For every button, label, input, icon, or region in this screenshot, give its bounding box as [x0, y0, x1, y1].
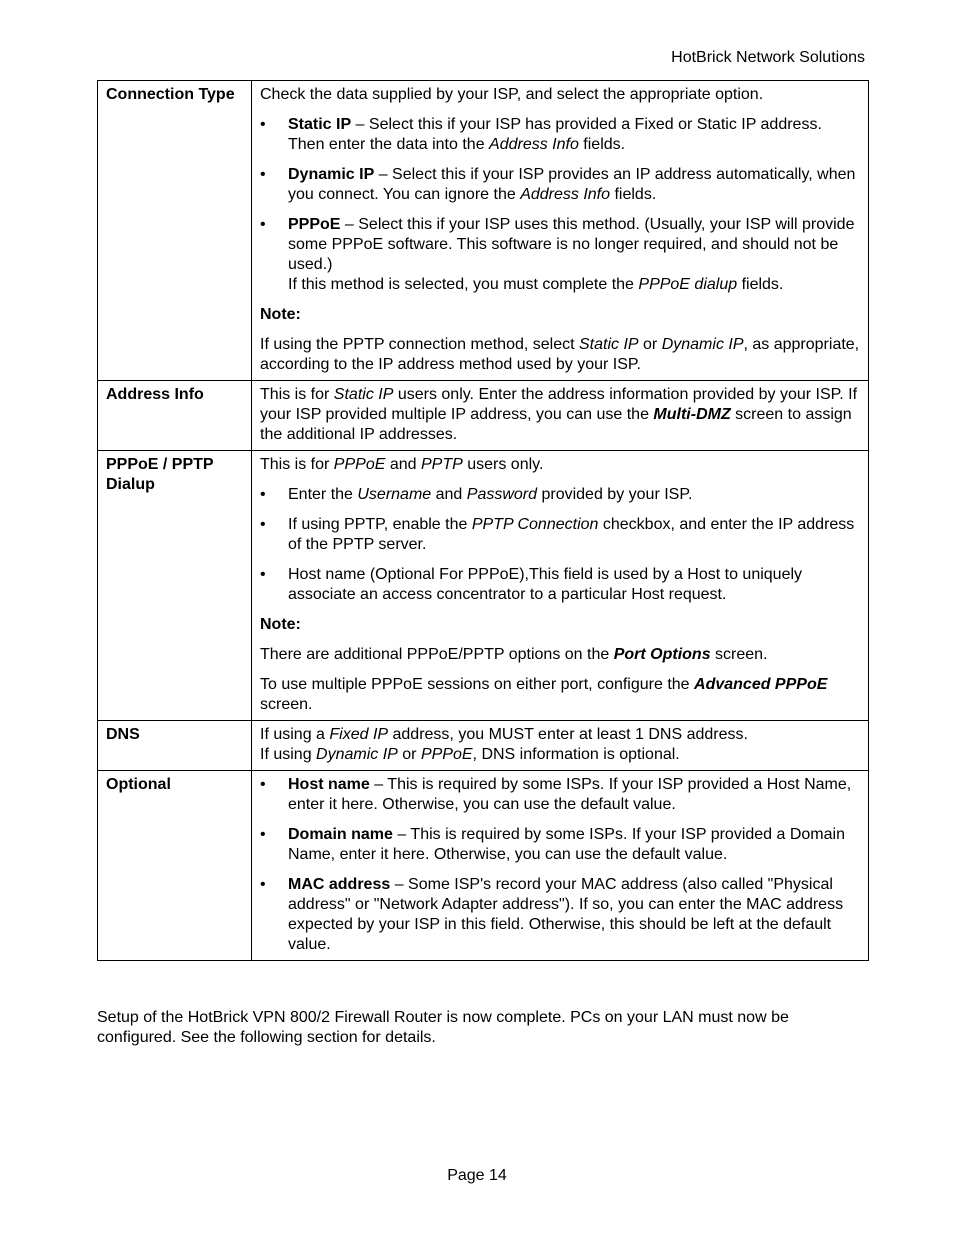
text-run: There are additional PPPoE/PPTP options on the — [260, 646, 614, 663]
page-header: HotBrick Network Solutions — [671, 49, 865, 66]
text-run: PPTP Connection — [471, 516, 599, 533]
field-description — [252, 381, 869, 451]
text-run: , as appropriate, according to the IP address method used by your ISP. — [260, 336, 860, 373]
text-run: users only. Enter the address information provided by your ISP. If your ISP provided multiple IP address, you can use the — [260, 386, 858, 423]
text-run: screen to assign the additional IP addresses. — [260, 406, 852, 443]
table-row — [98, 81, 869, 381]
text-run: fields. — [737, 276, 784, 293]
table-row — [98, 721, 869, 771]
text-run: Note: — [260, 616, 301, 633]
text-run: – This is required by some ISPs. If your ISP provided a Domain Name, enter it here. Otherwise, you can use the default value. — [288, 826, 845, 863]
field-description — [252, 451, 869, 721]
text-run: fields. — [578, 136, 626, 153]
text-run: checkbox, and enter the IP address of the PPTP server. — [288, 516, 855, 553]
text-run: Password — [466, 486, 538, 503]
text-run: – Select this if your ISP has provided a Fixed or Static IP address. Then enter the data into the — [288, 116, 822, 153]
text-run: – Select this if your ISP provides an IP address automatically, when you connect. You can ignore the — [288, 166, 856, 203]
text-run: Dynamic IP — [661, 336, 744, 353]
text-run: To use multiple PPPoE sessions on either port, configure the — [260, 676, 695, 693]
table-row — [98, 381, 869, 451]
bullet-item — [260, 215, 860, 295]
bullet-item — [260, 775, 860, 815]
text-run: MAC address — [288, 876, 391, 893]
bullet-item — [260, 115, 860, 155]
bullet-icon: • — [260, 516, 266, 533]
paragraph — [260, 305, 860, 325]
text-run: PPTP — [420, 456, 463, 473]
text-run: users only. — [462, 456, 544, 473]
text-run: Dynamic IP — [288, 166, 375, 183]
text-run: Address Info — [520, 186, 611, 203]
field-description — [252, 721, 869, 771]
text-run: Note: — [260, 306, 301, 323]
field-description — [252, 771, 869, 961]
text-run: and — [431, 486, 467, 503]
bullet-item — [260, 515, 860, 555]
page-number: Page 14 — [447, 1167, 507, 1184]
bullet-item — [260, 165, 860, 205]
paragraph — [260, 335, 860, 375]
bullet-icon: • — [260, 116, 266, 133]
bullet-icon: • — [260, 486, 266, 503]
text-run: This is for — [260, 386, 334, 403]
text-run: , DNS information is optional. — [472, 746, 680, 763]
field-label: Address Info — [98, 381, 252, 451]
closing-paragraph: Setup of the HotBrick VPN 800/2 Firewall Router is now complete. PCs on your LAN must now be configured. See the following section for details. — [97, 1009, 789, 1046]
text-run: address, you MUST enter at least 1 DNS address. If using — [260, 726, 748, 763]
paragraph — [260, 645, 860, 665]
paragraph — [260, 385, 860, 445]
text-run: If using a — [260, 726, 330, 743]
text-run: – Select this if your ISP uses this method. (Usually, your ISP will provide some PPPoE software. This software is no longer required, and should not be used.) If this method is selected, you must complete the — [288, 216, 855, 293]
bullet-icon: • — [260, 566, 266, 583]
text-run: Fixed IP — [329, 726, 389, 743]
text-run: Username — [357, 486, 432, 503]
settings-table — [97, 80, 869, 961]
text-run: Multi-DMZ — [653, 406, 731, 423]
text-run: Host name — [288, 776, 370, 793]
bullet-item — [260, 875, 860, 955]
bullet-icon: • — [260, 826, 266, 843]
field-label: Connection Type — [98, 81, 252, 381]
bullet-icon: • — [260, 166, 266, 183]
text-run: Check the data supplied by your ISP, and select the appropriate option. — [260, 86, 764, 103]
text-run: provided by your ISP. — [537, 486, 693, 503]
text-run: PPPoE dialup — [638, 276, 738, 293]
text-run: PPPoE — [420, 746, 473, 763]
text-run: Static IP — [579, 336, 639, 353]
text-run: Port Options — [613, 646, 711, 663]
text-run: Address Info — [489, 136, 579, 153]
text-run: or — [397, 746, 421, 763]
field-label: DNS — [98, 721, 252, 771]
text-run: Enter the — [288, 486, 358, 503]
table-row — [98, 771, 869, 961]
text-run: Static IP — [333, 386, 394, 403]
text-run: If using PPTP, enable the — [288, 516, 472, 533]
paragraph — [260, 85, 860, 105]
text-run: PPPoE — [288, 216, 341, 233]
field-description — [252, 81, 869, 381]
field-label: Optional — [98, 771, 252, 961]
text-run: – Some ISP's record your MAC address (also called "Physical address" or "Network Adapter address"). If so, you can enter the MAC address expected by your ISP in this field. Otherwise, this should be left at the default value. — [288, 876, 844, 953]
text-run: Domain name — [288, 826, 393, 843]
text-run: fields. — [610, 186, 657, 203]
paragraph — [260, 615, 860, 635]
bullet-item — [260, 825, 860, 865]
paragraph — [260, 675, 860, 715]
text-run: or — [638, 336, 662, 353]
paragraph — [260, 725, 860, 765]
text-run: – This is required by some ISPs. If your ISP provided a Host Name, enter it here. Otherwise, you can use the default value. — [288, 776, 852, 813]
bullet-item — [260, 485, 860, 505]
paragraph — [260, 455, 860, 475]
field-label: PPPoE / PPTP Dialup — [98, 451, 252, 721]
text-run: screen. — [710, 646, 768, 663]
table-row — [98, 451, 869, 721]
bullet-icon: • — [260, 876, 266, 893]
bullet-icon: • — [260, 216, 266, 233]
bullet-item — [260, 565, 860, 605]
text-run: Static IP — [288, 116, 352, 133]
text-run: and — [385, 456, 421, 473]
text-run: Host name (Optional For PPPoE),This field is used by a Host to uniquely associate an access concentrator to a particular Host request. — [288, 566, 803, 603]
text-run: Dynamic IP — [316, 746, 398, 763]
bullet-icon: • — [260, 776, 266, 793]
text-run: This is for — [260, 456, 334, 473]
text-run: Advanced PPPoE — [694, 676, 828, 693]
text-run: If using the PPTP connection method, select — [260, 336, 579, 353]
text-run: screen. — [260, 696, 313, 713]
text-run: PPPoE — [333, 456, 386, 473]
